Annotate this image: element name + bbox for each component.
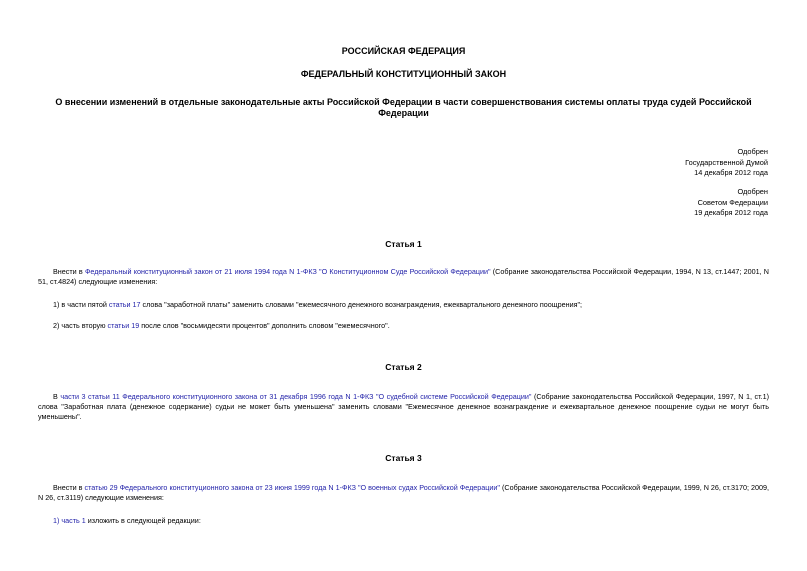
article-link[interactable]: статьи 17 xyxy=(108,300,141,309)
article-2-heading: Статья 2 xyxy=(385,362,422,372)
law-link[interactable]: статью 29 Федерального конституционного закона от 23 июня 1999 года N 1-ФКЗ "О военных судах Российской Федерации" xyxy=(84,483,500,492)
law-type-heading: ФЕДЕРАЛЬНЫЙ КОНСТИТУЦИОННЫЙ ЗАКОН xyxy=(300,69,507,79)
article-1-heading: Статья 1 xyxy=(385,239,422,249)
article-1-intro xyxy=(38,267,769,287)
text: 2) часть вторую xyxy=(53,321,108,330)
text: (Собрание законодательства Российской Федерации, 1997, N 1, ст.1) слова "Заработная плата (денежное содержание) судьи не может быть уменьшена" заменить словами "Ежемесячное денежное вознаграждение и ежеквартальное денежное поощрение судьи не могут быть уменьшены". xyxy=(38,392,770,421)
law-link[interactable]: части 3 статьи 11 Федерального конституционного закона от 31 декабря 1996 года N 1-ФКЗ "О судебной системе Российской Федерации" xyxy=(60,392,532,401)
text: Внести в xyxy=(53,483,85,492)
article-link[interactable]: статьи 19 xyxy=(107,321,140,330)
part-link[interactable]: часть 1 xyxy=(61,516,86,525)
approval-date: 19 декабря 2012 года xyxy=(694,208,768,217)
text: Внести в xyxy=(53,267,85,276)
text: слова "заработной платы" заменить словами "ежемесячного денежного вознаграждения, ежеквартального денежного поощрения"; xyxy=(140,300,583,309)
document-title: О внесении изменений в отдельные законодательные акты Российской Федерации в части совершенствования системы оплаты труда судей Российской Федерации xyxy=(55,97,752,118)
approval-label: Одобрен xyxy=(737,187,768,196)
approval-federation-council xyxy=(694,187,768,219)
approval-label: Одобрен xyxy=(737,147,768,156)
text: (Собрание законодательства Российской Федерации, 1999, N 26, ст.3170; 2009, N 26, ст.3119) следующие изменения: xyxy=(38,483,769,502)
text: (Собрание законодательства Российской Федерации, 1994, N 13, ст.1447; 2001, N 51, ст.4824) следующие изменения: xyxy=(38,267,769,286)
article-3-heading: Статья 3 xyxy=(385,453,422,463)
article-3-item-1 xyxy=(38,516,769,526)
article-1-item-1 xyxy=(38,300,769,310)
approval-body: Советом Федерации xyxy=(697,197,768,207)
article-2-text xyxy=(38,392,769,422)
text: 1) в части пятой xyxy=(53,300,109,309)
article-1-item-2 xyxy=(38,321,769,331)
text: после слов "восьмидесяти процентов" дополнить словом "ежемесячного". xyxy=(139,321,390,330)
text: изложить в следующей редакции: xyxy=(85,516,201,525)
text: В xyxy=(53,392,61,401)
article-3-intro xyxy=(38,483,769,503)
law-link[interactable]: Федеральный конституционный закон от 21 июля 1994 года N 1-ФКЗ "О Конституционном Суде Российской Федерации" xyxy=(84,267,491,276)
approval-duma xyxy=(685,147,768,179)
item-number-link[interactable]: 1) xyxy=(53,516,62,525)
country-heading: РОССИЙСКАЯ ФЕДЕРАЦИЯ xyxy=(341,46,466,56)
approval-body: Государственной Думой xyxy=(685,157,768,167)
approval-date: 14 декабря 2012 года xyxy=(694,168,768,177)
